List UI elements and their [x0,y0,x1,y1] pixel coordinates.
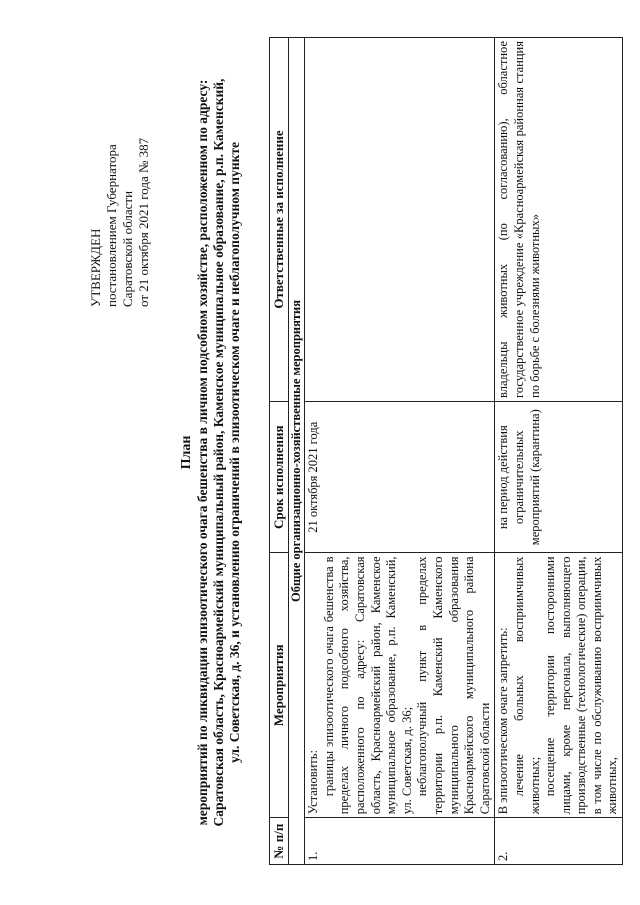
approval-line-3: Саратовской области [120,190,135,307]
table-row [495,38,623,865]
section-title: Общие организационно-хозяйственные мероприятия [288,38,305,865]
approval-line-4: от 21 октября 2021 года № 387 [136,137,151,307]
row1-term: 21 октября 2021 года [305,401,495,553]
section-row [288,38,305,865]
title-line-1: мероприятий по ликвидации эпизоотического очага бешенства в личном подсобном хозяйстве, расположенном по адресу: [195,79,210,826]
header-resp: Ответственные за исполнение [270,38,289,402]
approval-line-2: постановлением Губернатора [104,144,119,307]
table-row [305,38,495,865]
title-line-3: ул. Советская, д. 36, и установлению ограничений в эпизоотическом очаге и неблагополучном пункте [227,141,242,764]
header-term: Срок исполнения [270,401,289,553]
row2-term: на период действия ограничительных мероприятий (карантина) [495,401,623,553]
row1-action-p3: неблагополучный пункт в пределах территории р.п. Каменский Каменского муниципального образования Красноармейского муниципального района Саратовской области [415,556,492,815]
row2-action [495,553,623,818]
row2-action-p1: В эпизоотическом очаге запретить: [496,627,511,815]
row1-action-p2: границы эпизоотического очага бешенства в пределах личного подсобного хозяйства, расположенного по адресу: Саратовская область, Красноармейский район, Каменское муниципальное образование, р.п. Каменский, ул. Советская, д. 36; [321,556,414,815]
plan-table [269,37,623,865]
approval-line-1: УТВЕРЖДЕН [88,228,103,307]
row2-num: 2. [495,818,623,865]
header-num: № п/п [270,818,289,865]
row1-action [305,553,495,818]
document-title [179,30,243,875]
row1-action-p1: Установить: [306,750,321,815]
row1-num: 1. [305,818,495,865]
row2-action-p2: лечение больных восприимчивых животных; [511,556,542,815]
title-line-2: Саратовская область, Красноармейский муниципальный район, Каменское муниципальное образование, р.п. Каменский, [211,78,226,827]
title-heading: План [179,435,194,470]
header-action: Мероприятия [270,553,289,818]
row2-resp: владельцы животных (по согласованию), областное государственное учреждение «Красноармейская районная станция по борьбе с болезнями животных» [495,38,623,402]
approval-block [88,138,152,307]
row2-action-p3: посещение территории посторонними лицами, кроме персонала, выполняющего производственные (технологические) операции, в том числе по обслуживанию восприимчивых животных, [543,556,620,815]
row1-resp [305,38,495,402]
table-header-row [270,38,289,865]
